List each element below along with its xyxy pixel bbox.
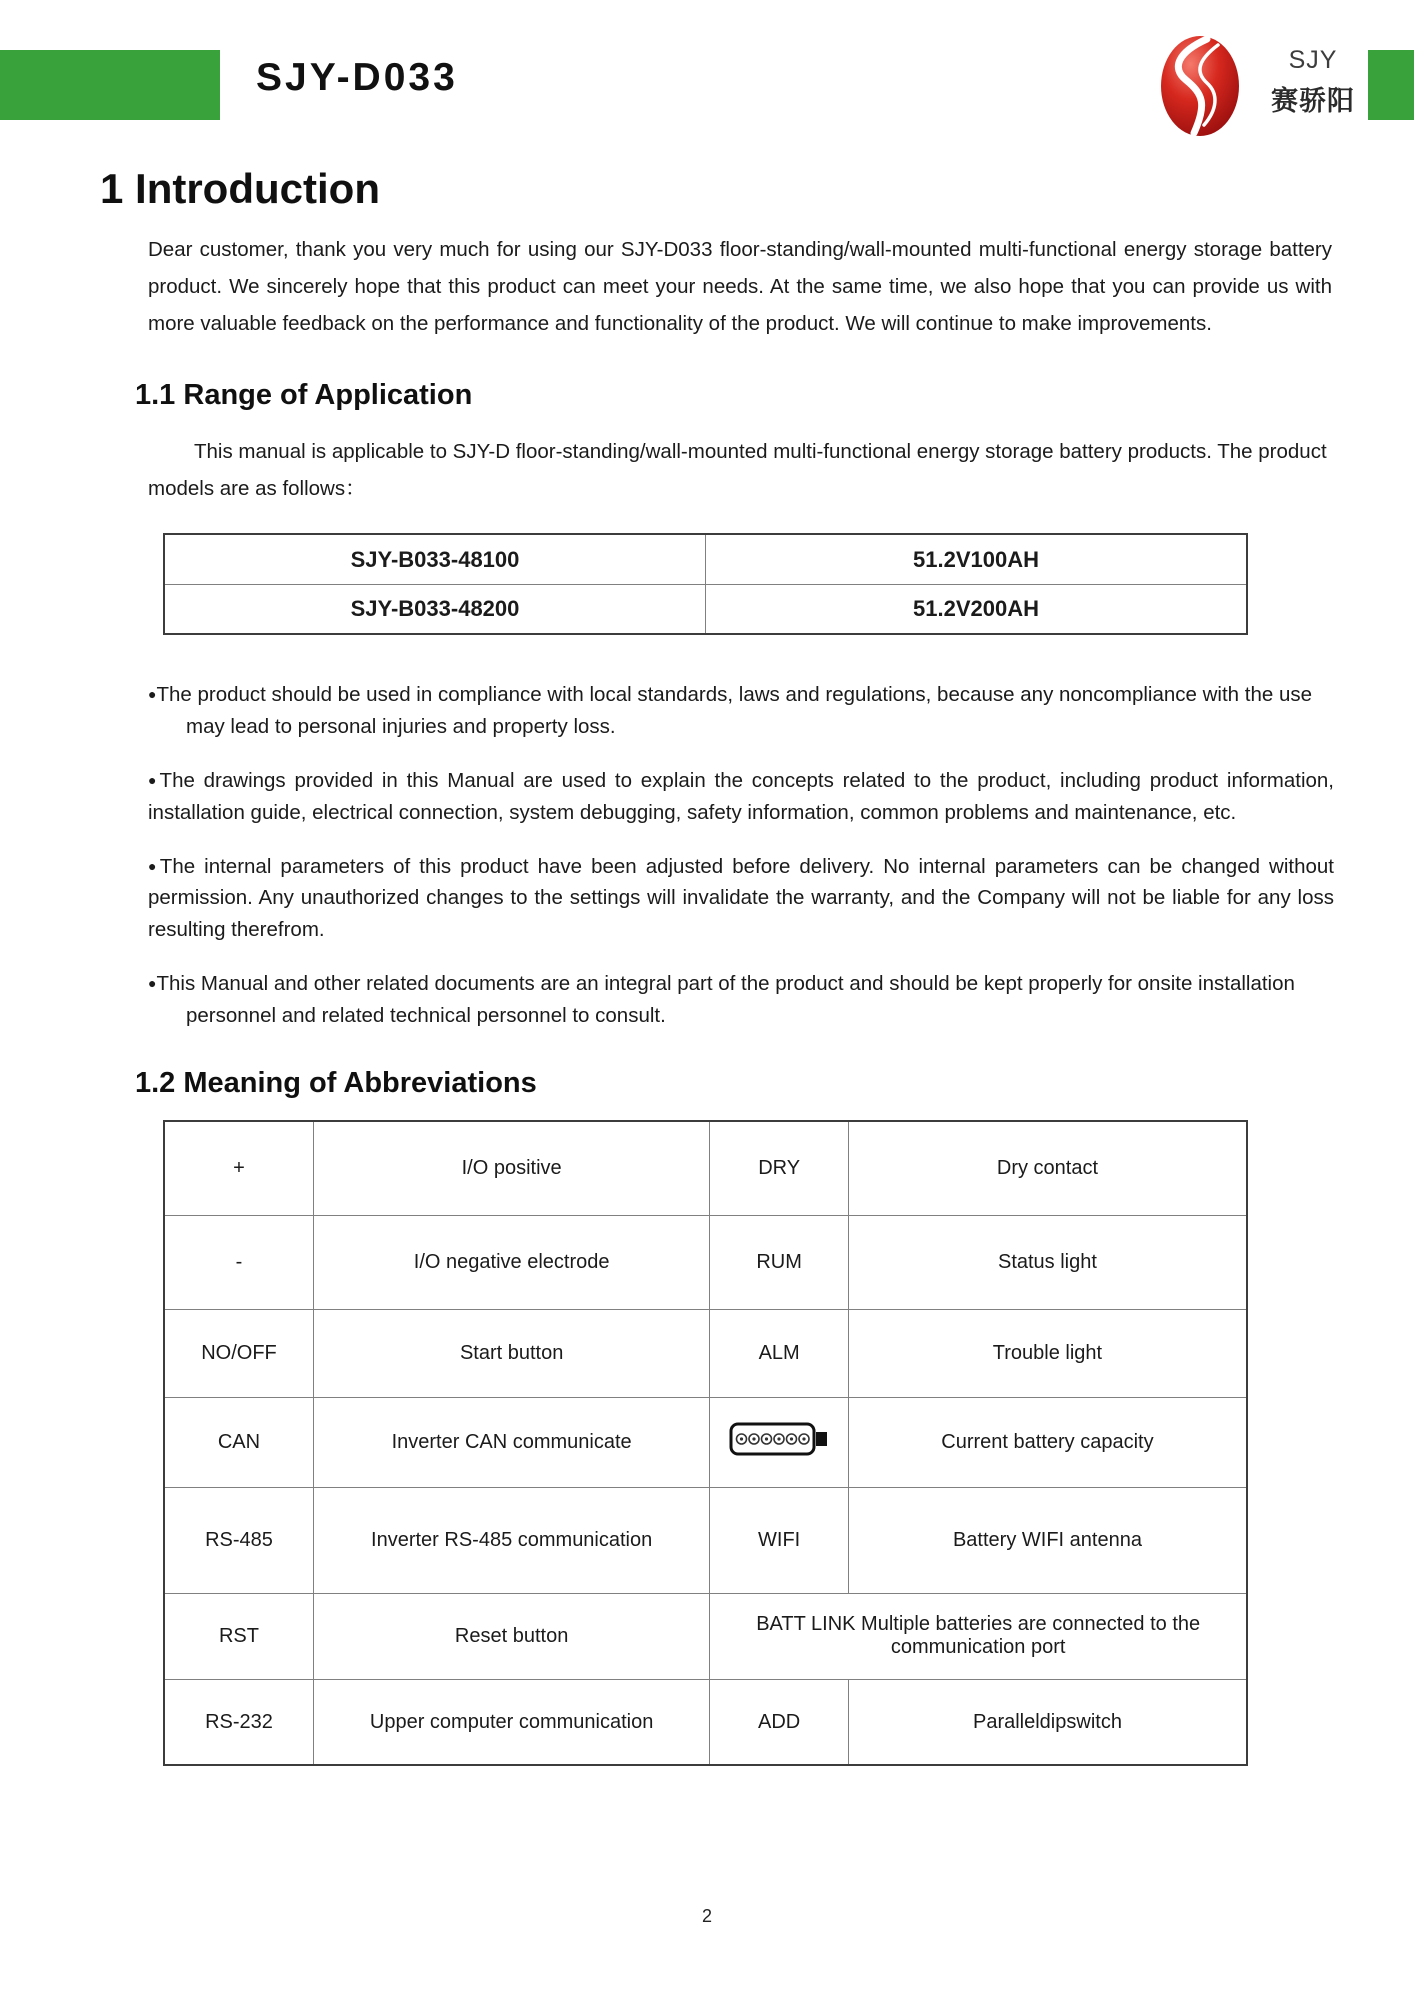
introduction-paragraph: Dear customer, thank you very much for using our SJY-D033 floor-standing/wall-mounted multi-functional energy storage battery product. We sincerely hope that this product can meet your needs. At the same time, we also hope that you can provide us with more valuable feedback on the performance and functionality of the product. We will continue to make improvements. [148,238,1332,335]
abbr-cell: - [164,1215,313,1309]
table-row [164,1397,1247,1487]
abbr-cell: RS-485 [164,1487,313,1593]
list-item [148,851,1334,946]
model-cell: SJY-B033-48100 [164,534,706,584]
spec-cell: 51.2V200AH [706,584,1248,634]
bullet-icon: ● [148,974,157,991]
desc-cell: Reset button [313,1593,709,1679]
abbr-cell: ADD [710,1679,849,1765]
table-row [164,534,1247,584]
section-heading-introduction: 1 Introduction [100,165,380,212]
bullet-text: The product should be used in compliance with local standards, laws and regulations, because any noncompliance with the use may lead to personal injuries and property loss. [156,683,1312,739]
abbr-cell: RST [164,1593,313,1679]
notice-bullet-list [148,679,1334,1031]
list-item [148,679,1334,743]
abbr-cell: RUM [710,1215,849,1309]
spec-cell: 51.2V100AH [706,534,1248,584]
bullet-icon: ● [148,686,157,703]
merged-desc-cell: BATT LINK Multiple batteries are connected to the communication port [710,1593,1247,1679]
table-row [164,1215,1247,1309]
abbr-cell [710,1397,849,1487]
document-code: SJY-D033 [256,56,458,99]
table-row [164,1487,1247,1593]
table-row [164,1679,1247,1765]
abbr-cell: ALM [710,1309,849,1397]
bullet-text: This Manual and other related documents are an integral part of the product and should be kept properly for onsite installation personnel and related technical personnel to consult. [156,971,1295,1027]
abbr-cell: RS-232 [164,1679,313,1765]
bullet-icon: ● [148,771,160,788]
table-row [164,584,1247,634]
desc-cell: Trouble light [848,1309,1247,1397]
bullet-text: The drawings provided in this Manual are used to explain the concepts related to the product, including product information, installation guide, electrical connection, system debugging, safety information, common problems and maintenance, etc. [148,768,1334,824]
desc-cell: Inverter CAN communicate [313,1397,709,1487]
desc-cell: I/O positive [313,1121,709,1215]
header-accent-bar-right [1368,50,1414,120]
desc-cell: Current battery capacity [848,1397,1247,1487]
model-cell: SJY-B033-48200 [164,584,706,634]
models-table [163,533,1248,635]
desc-cell: Status light [848,1215,1247,1309]
abbr-cell: NO/OFF [164,1309,313,1397]
desc-cell: Upper computer communication [313,1679,709,1765]
brand-name-chinese: 赛骄阳 [1271,86,1355,116]
desc-cell: I/O negative electrode [313,1215,709,1309]
brand-text-block [1258,46,1368,118]
section-heading-range: 1.1 Range of Application [135,378,473,411]
desc-cell: Dry contact [848,1121,1247,1215]
abbr-cell: + [164,1121,313,1215]
table-row [164,1593,1247,1679]
battery-capacity-icon [729,1441,829,1463]
header-accent-bar-left [0,50,220,120]
bullet-text: The internal parameters of this product have been adjusted before delivery. No internal parameters can be changed without permission. Any unauthorized changes to the settings will invalidate the warranty, and the Company will not be liable for any loss resulting therefrom. [148,854,1334,942]
bullet-icon: ● [148,857,160,874]
company-logo-icon [1158,34,1242,143]
table-row [164,1121,1247,1215]
desc-cell: Inverter RS-485 communication [313,1487,709,1593]
section-heading-abbreviations: 1.2 Meaning of Abbreviations [135,1067,537,1100]
abbr-cell: WIFI [710,1487,849,1593]
brand-name-latin: SJY [1288,46,1338,74]
list-item [148,765,1334,829]
abbr-cell: DRY [710,1121,849,1215]
desc-cell: Paralleldipswitch [848,1679,1247,1765]
abbreviations-table [163,1120,1248,1766]
list-item [148,968,1334,1032]
desc-cell: Battery WIFI antenna [848,1487,1247,1593]
abbr-cell: CAN [164,1397,313,1487]
page-number: 2 [701,1906,712,1926]
table-row [164,1309,1247,1397]
desc-cell: Start button [313,1309,709,1397]
range-paragraph: This manual is applicable to SJY-D floor-standing/wall-mounted multi-functional energy storage battery products. The product models are as follows： [148,439,1327,500]
